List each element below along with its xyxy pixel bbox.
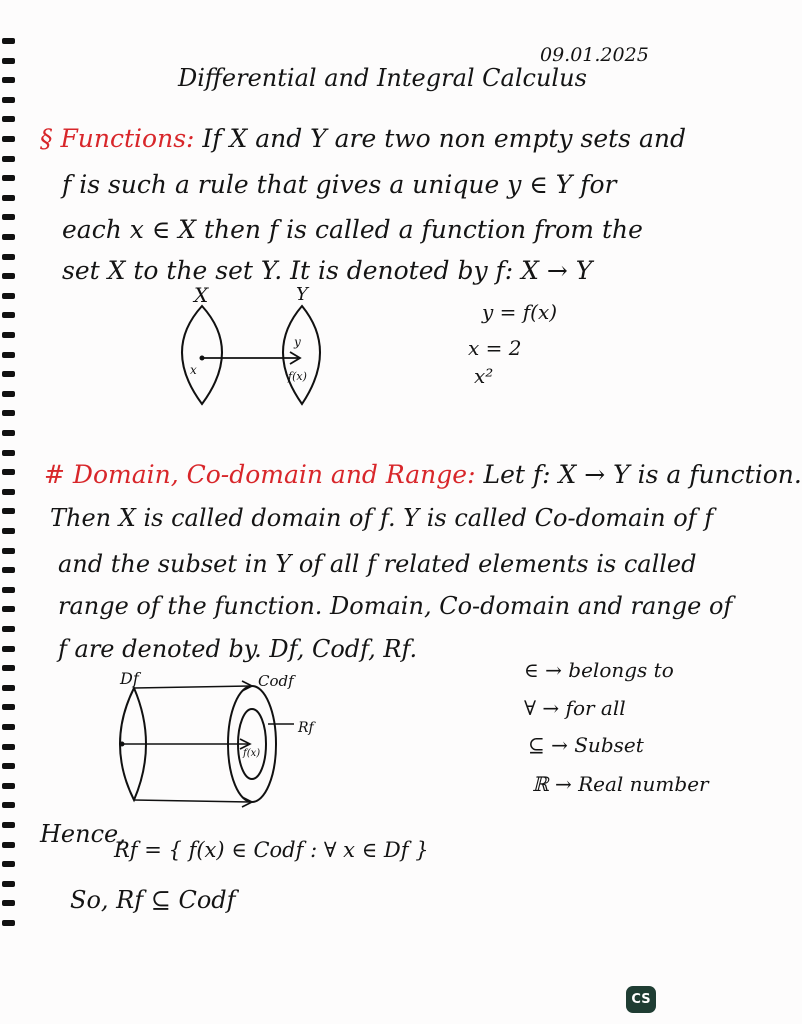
binding-hole <box>2 450 15 456</box>
binding-hole <box>2 312 15 318</box>
domain-line-1: Let f: X → Y is a function. <box>483 460 802 489</box>
fx-label: f(x) <box>243 748 261 759</box>
binding-hole <box>2 744 15 750</box>
binding-hole <box>2 254 15 260</box>
codf-label: Codf <box>258 672 294 690</box>
spiral-binding <box>0 30 18 950</box>
functions-line-3: each x ∈ X then f is called a function from the <box>62 215 643 244</box>
binding-hole <box>2 77 15 83</box>
binding-hole <box>2 881 15 887</box>
binding-hole <box>2 665 15 671</box>
elem-fx-label: f(x) <box>288 370 307 383</box>
symbol-real: ℝ → Real number <box>532 772 709 796</box>
binding-hole <box>2 97 15 103</box>
domain-range-diagram <box>112 664 332 809</box>
binding-hole <box>2 548 15 554</box>
binding-hole <box>2 724 15 730</box>
so-statement: So, Rf ⊆ Codf <box>70 886 236 914</box>
binding-hole <box>2 430 15 436</box>
binding-hole <box>2 646 15 652</box>
domain-line-5: f are denoted by. Df, Codf, Rf. <box>58 635 418 663</box>
binding-hole <box>2 704 15 710</box>
binding-hole <box>2 626 15 632</box>
binding-hole <box>2 136 15 142</box>
note-y-fx: y = f(x) <box>482 300 558 324</box>
binding-hole <box>2 332 15 338</box>
elem-y-label: y <box>294 335 301 349</box>
binding-hole <box>2 508 15 514</box>
functions-heading: § Functions: <box>40 124 195 153</box>
binding-hole <box>2 38 15 44</box>
binding-hole <box>2 175 15 181</box>
binding-hole <box>2 802 15 808</box>
binding-hole <box>2 900 15 906</box>
binding-hole <box>2 273 15 279</box>
binding-hole <box>2 469 15 475</box>
symbol-for-all: ∀ → for all <box>524 696 626 720</box>
binding-hole <box>2 528 15 534</box>
binding-hole <box>2 587 15 593</box>
binding-hole <box>2 391 15 397</box>
binding-hole <box>2 606 15 612</box>
binding-hole <box>2 58 15 64</box>
domain-heading: # Domain, Co-domain and Range: <box>44 460 476 489</box>
mapping-diagram <box>160 282 340 412</box>
page-title: Differential and Integral Calculus <box>178 64 587 92</box>
set-y-ellipse <box>283 306 320 404</box>
binding-hole <box>2 567 15 573</box>
domain-line-4: range of the function. Domain, Co-domain and range of <box>58 592 733 620</box>
binding-hole <box>2 156 15 162</box>
functions-line-1: If X and Y are two non empty sets and <box>202 124 686 153</box>
hence-label: Hence, <box>40 820 126 848</box>
note-x-2: x = 2 <box>468 336 522 360</box>
domain-line-2: Then X is called domain of f. Y is called Co-domain of f <box>50 504 714 532</box>
range-formula: Rf = { f(x) ∈ Codf : ∀ x ∈ Df } <box>114 838 429 862</box>
camscanner-logo-icon: CS <box>626 986 656 1013</box>
binding-hole <box>2 234 15 240</box>
functions-line-2: f is such a rule that gives a unique y ∈ Y for <box>62 170 617 199</box>
binding-hole <box>2 371 15 377</box>
date: 09.01.2025 <box>540 44 649 66</box>
binding-hole <box>2 920 15 926</box>
set-x-label: X <box>194 283 209 307</box>
symbol-subset: ⊆ → Subset <box>528 733 644 757</box>
functions-line-4: set X to the set Y. It is denoted by f: X → Y <box>62 256 593 285</box>
note-x-squared: x² <box>474 364 494 388</box>
binding-hole <box>2 861 15 867</box>
binding-hole <box>2 410 15 416</box>
binding-hole <box>2 783 15 789</box>
binding-hole <box>2 352 15 358</box>
df-label: Df <box>120 669 139 688</box>
binding-hole <box>2 685 15 691</box>
binding-hole <box>2 489 15 495</box>
binding-hole <box>2 195 15 201</box>
set-x-ellipse <box>182 306 222 404</box>
rf-label: Rf <box>298 720 314 736</box>
binding-hole <box>2 293 15 299</box>
symbol-belongs: ∈ → belongs to <box>524 658 674 682</box>
binding-hole <box>2 763 15 769</box>
binding-hole <box>2 822 15 828</box>
binding-hole <box>2 116 15 122</box>
domain-line-3: and the subset in Y of all f related elements is called <box>58 550 697 578</box>
binding-hole <box>2 842 15 848</box>
binding-hole <box>2 214 15 220</box>
set-y-label: Y <box>296 284 308 305</box>
elem-x-label: x <box>190 363 197 377</box>
